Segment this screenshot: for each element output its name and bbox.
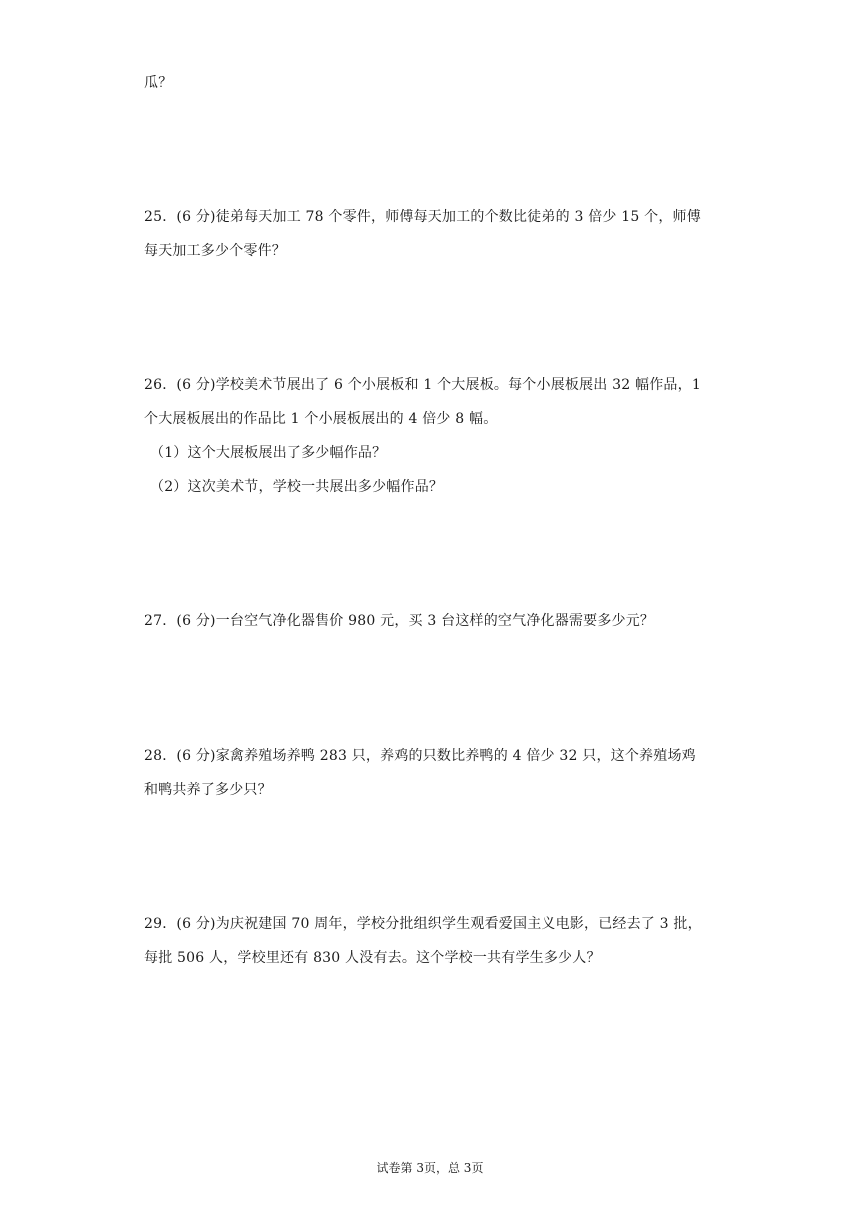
question-26-part-2: （2）这次美术节，学校一共展出多少幅作品？ <box>150 479 444 495</box>
question-26-line-1: 26．(6 分)学校美术节展出了 6 个小展板和 1 个大展板。每个小展板展出 32 幅作品，1 <box>144 377 701 393</box>
question-24-continuation: 瓜？ <box>144 75 173 91</box>
question-27-line-1: 27．(6 分)一台空气净化器售价 980 元，买 3 台这样的空气净化器需要多少元？ <box>144 613 655 629</box>
question-25-line-1: 25．(6 分)徒弟每天加工 78 个零件，师傅每天加工的个数比徒弟的 3 倍少 15 个，师傅 <box>144 209 701 225</box>
question-29-line-1: 29．(6 分)为庆祝建国 70 周年，学校分批组织学生观看爱国主义电影，已经去了 3 批， <box>144 916 702 932</box>
question-26-line-2: 个大展板展出的作品比 1 个小展板展出的 4 倍少 8 幅。 <box>144 411 498 427</box>
question-28-line-2: 和鸭共养了多少只？ <box>144 782 272 798</box>
question-26-part-1: （1）这个大展板展出了多少幅作品？ <box>150 445 387 461</box>
page-footer: 试卷第 3页，总 3页 <box>376 1161 484 1175</box>
question-29-line-2: 每批 506 人，学校里还有 830 人没有去。这个学校一共有学生多少人？ <box>144 950 601 966</box>
question-25-line-2: 每天加工多少个零件？ <box>144 243 286 259</box>
question-28-line-1: 28．(6 分)家禽养殖场养鸭 283 只，养鸡的只数比养鸭的 4 倍少 32 只，这个养殖场鸡 <box>144 748 696 764</box>
